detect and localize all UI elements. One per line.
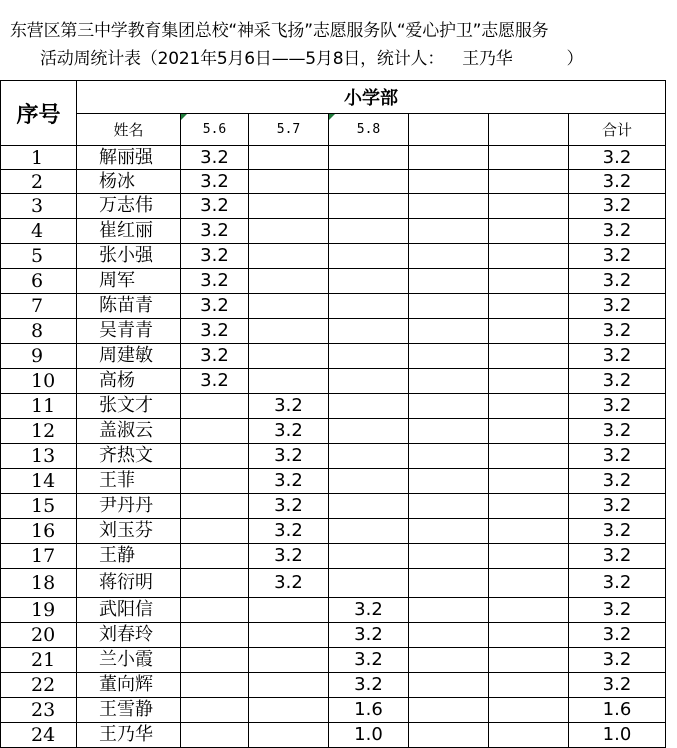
value-cell-5-6[interactable]: 3.2 bbox=[181, 170, 249, 194]
blank-cell[interactable] bbox=[489, 544, 569, 569]
value-cell-5-7[interactable]: 3.2 bbox=[249, 519, 329, 544]
blank-cell[interactable] bbox=[489, 648, 569, 673]
value-cell-5-8[interactable] bbox=[329, 219, 409, 244]
blank-cell[interactable] bbox=[409, 444, 489, 469]
value-cell-5-6[interactable]: 3.2 bbox=[181, 146, 249, 170]
blank-cell[interactable] bbox=[489, 244, 569, 269]
total-cell[interactable]: 3.2 bbox=[569, 269, 666, 294]
blank-cell[interactable] bbox=[489, 344, 569, 369]
total-cell[interactable]: 1.0 bbox=[569, 723, 666, 748]
value-cell-5-7[interactable] bbox=[249, 648, 329, 673]
value-cell-5-8[interactable] bbox=[329, 469, 409, 494]
section-header[interactable]: 小学部 bbox=[77, 81, 666, 114]
title-line-2-prefix: 活动周统计表（2021年5月6日——5月8日，统计人： bbox=[40, 49, 445, 69]
seq-cell[interactable]: 19 bbox=[1, 598, 77, 623]
blank-cell[interactable] bbox=[409, 648, 489, 673]
value-cell-5-7[interactable] bbox=[249, 146, 329, 170]
value-cell-5-7[interactable] bbox=[249, 344, 329, 369]
table-row bbox=[1, 494, 666, 519]
total-cell[interactable]: 3.2 bbox=[569, 294, 666, 319]
value-cell-5-7[interactable]: 3.2 bbox=[249, 419, 329, 444]
blank-cell[interactable] bbox=[409, 244, 489, 269]
value-cell-5-6[interactable]: 3.2 bbox=[181, 269, 249, 294]
seq-cell[interactable]: 20 bbox=[1, 623, 77, 648]
total-cell[interactable]: 3.2 bbox=[569, 394, 666, 419]
total-cell[interactable]: 1.6 bbox=[569, 698, 666, 723]
blank-cell[interactable] bbox=[489, 469, 569, 494]
name-cell[interactable]: 张文才 bbox=[77, 394, 181, 419]
seq-cell[interactable]: 3 bbox=[1, 194, 77, 219]
table-row bbox=[1, 598, 666, 623]
value-cell-5-8[interactable] bbox=[329, 369, 409, 394]
seq-cell[interactable]: 6 bbox=[1, 269, 77, 294]
blank-column-header[interactable] bbox=[409, 114, 489, 146]
seq-cell[interactable]: 9 bbox=[1, 344, 77, 369]
blank-cell[interactable] bbox=[409, 269, 489, 294]
blank-cell[interactable] bbox=[489, 623, 569, 648]
name-cell[interactable]: 刘玉芬 bbox=[77, 519, 181, 544]
blank-cell[interactable] bbox=[409, 194, 489, 219]
title-line-1: 东营区第三中学教育集团总校“神采飞扬”志愿服务队“爱心护卫”志愿服务 bbox=[10, 21, 549, 41]
value-cell-5-8[interactable]: 1.6 bbox=[329, 698, 409, 723]
blank-cell[interactable] bbox=[489, 146, 569, 170]
value-cell-5-7[interactable] bbox=[249, 244, 329, 269]
value-cell-5-6[interactable]: 3.2 bbox=[181, 319, 249, 344]
value-cell-5-6[interactable]: 3.2 bbox=[181, 219, 249, 244]
value-cell-5-6[interactable] bbox=[181, 544, 249, 569]
blank-cell[interactable] bbox=[489, 698, 569, 723]
name-cell[interactable]: 董向辉 bbox=[77, 673, 181, 698]
value-cell-5-6[interactable] bbox=[181, 648, 249, 673]
total-cell[interactable]: 3.2 bbox=[569, 519, 666, 544]
name-column-header[interactable]: 姓名 bbox=[77, 114, 181, 146]
value-cell-5-7[interactable] bbox=[249, 673, 329, 698]
blank-cell[interactable] bbox=[409, 369, 489, 394]
blank-cell[interactable] bbox=[489, 673, 569, 698]
table-row bbox=[1, 444, 666, 469]
title-line-2 bbox=[40, 44, 583, 69]
total-cell[interactable]: 3.2 bbox=[569, 673, 666, 698]
blank-cell[interactable] bbox=[409, 569, 489, 598]
name-cell[interactable]: 尹丹丹 bbox=[77, 494, 181, 519]
name-cell[interactable]: 蒋衍明 bbox=[77, 569, 181, 598]
blank-cell[interactable] bbox=[409, 146, 489, 170]
seq-cell[interactable]: 8 bbox=[1, 319, 77, 344]
value-cell-5-8[interactable]: 3.2 bbox=[329, 673, 409, 698]
name-cell[interactable]: 崔红丽 bbox=[77, 219, 181, 244]
value-cell-5-6[interactable]: 3.2 bbox=[181, 294, 249, 319]
blank-cell[interactable] bbox=[409, 170, 489, 194]
value-cell-5-7[interactable] bbox=[249, 319, 329, 344]
value-cell-5-8[interactable] bbox=[329, 444, 409, 469]
seq-cell[interactable]: 5 bbox=[1, 244, 77, 269]
value-cell-5-7[interactable]: 3.2 bbox=[249, 444, 329, 469]
seq-cell[interactable]: 18 bbox=[1, 569, 77, 598]
total-cell[interactable]: 3.2 bbox=[569, 494, 666, 519]
blank-cell[interactable] bbox=[409, 544, 489, 569]
name-cell[interactable]: 高杨 bbox=[77, 369, 181, 394]
total-cell[interactable]: 3.2 bbox=[569, 419, 666, 444]
seq-cell[interactable]: 13 bbox=[1, 444, 77, 469]
blank-cell[interactable] bbox=[409, 469, 489, 494]
value-cell-5-7[interactable]: 3.2 bbox=[249, 569, 329, 598]
name-cell[interactable]: 王静 bbox=[77, 544, 181, 569]
table-row bbox=[1, 219, 666, 244]
name-cell[interactable]: 兰小霞 bbox=[77, 648, 181, 673]
table-row bbox=[1, 369, 666, 394]
total-cell[interactable]: 3.2 bbox=[569, 319, 666, 344]
value-cell-5-8[interactable] bbox=[329, 146, 409, 170]
value-cell-5-6[interactable] bbox=[181, 698, 249, 723]
value-cell-5-7[interactable]: 3.2 bbox=[249, 544, 329, 569]
value-cell-5-6[interactable] bbox=[181, 723, 249, 748]
value-cell-5-8[interactable] bbox=[329, 269, 409, 294]
table-row bbox=[1, 698, 666, 723]
value-cell-5-8[interactable] bbox=[329, 194, 409, 219]
seq-cell[interactable]: 1 bbox=[1, 146, 77, 170]
value-cell-5-7[interactable] bbox=[249, 219, 329, 244]
table-row bbox=[1, 419, 666, 444]
value-cell-5-8[interactable] bbox=[329, 394, 409, 419]
statistician-name: 王乃华 bbox=[462, 49, 513, 69]
blank-cell[interactable] bbox=[409, 698, 489, 723]
value-cell-5-6[interactable] bbox=[181, 419, 249, 444]
seq-cell[interactable]: 4 bbox=[1, 219, 77, 244]
blank-cell[interactable] bbox=[489, 723, 569, 748]
table-row bbox=[1, 294, 666, 319]
blank-cell[interactable] bbox=[489, 369, 569, 394]
blank-cell[interactable] bbox=[489, 319, 569, 344]
seq-cell[interactable]: 22 bbox=[1, 673, 77, 698]
blank-cell[interactable] bbox=[489, 394, 569, 419]
seq-cell[interactable]: 10 bbox=[1, 369, 77, 394]
blank-cell[interactable] bbox=[489, 419, 569, 444]
name-cell[interactable]: 陈苗青 bbox=[77, 294, 181, 319]
total-cell[interactable]: 3.2 bbox=[569, 244, 666, 269]
seq-cell[interactable]: 16 bbox=[1, 519, 77, 544]
blank-cell[interactable] bbox=[489, 194, 569, 219]
value-cell-5-6[interactable]: 3.2 bbox=[181, 244, 249, 269]
value-cell-5-6[interactable]: 3.2 bbox=[181, 369, 249, 394]
value-cell-5-8[interactable]: 3.2 bbox=[329, 623, 409, 648]
total-cell[interactable]: 3.2 bbox=[569, 344, 666, 369]
value-cell-5-8[interactable] bbox=[329, 544, 409, 569]
blank-cell[interactable] bbox=[489, 494, 569, 519]
table-row bbox=[1, 319, 666, 344]
total-cell[interactable]: 3.2 bbox=[569, 648, 666, 673]
seq-cell[interactable]: 14 bbox=[1, 469, 77, 494]
value-cell-5-6[interactable] bbox=[181, 519, 249, 544]
blank-cell[interactable] bbox=[409, 598, 489, 623]
table-row bbox=[1, 469, 666, 494]
value-cell-5-6[interactable] bbox=[181, 623, 249, 648]
value-cell-5-7[interactable] bbox=[249, 598, 329, 623]
table-row bbox=[1, 673, 666, 698]
blank-column-header[interactable] bbox=[489, 114, 569, 146]
seq-cell[interactable]: 11 bbox=[1, 394, 77, 419]
blank-cell[interactable] bbox=[489, 269, 569, 294]
date-column-header-5-6[interactable]: 5.6 bbox=[181, 114, 249, 146]
blank-cell[interactable] bbox=[409, 673, 489, 698]
value-cell-5-8[interactable] bbox=[329, 569, 409, 598]
seq-cell[interactable]: 23 bbox=[1, 698, 77, 723]
date-column-header-5-7[interactable]: 5.7 bbox=[249, 114, 329, 146]
seq-cell[interactable]: 17 bbox=[1, 544, 77, 569]
value-cell-5-6[interactable] bbox=[181, 469, 249, 494]
blank-cell[interactable] bbox=[409, 723, 489, 748]
total-cell[interactable]: 3.2 bbox=[569, 469, 666, 494]
value-cell-5-7[interactable]: 3.2 bbox=[249, 494, 329, 519]
value-cell-5-8[interactable] bbox=[329, 519, 409, 544]
table-row bbox=[1, 244, 666, 269]
value-cell-5-7[interactable] bbox=[249, 698, 329, 723]
value-cell-5-6[interactable]: 3.2 bbox=[181, 194, 249, 219]
blank-cell[interactable] bbox=[489, 170, 569, 194]
blank-cell[interactable] bbox=[409, 623, 489, 648]
name-cell[interactable]: 万志伟 bbox=[77, 194, 181, 219]
table-row bbox=[1, 544, 666, 569]
total-cell[interactable]: 3.2 bbox=[569, 194, 666, 219]
table-row bbox=[1, 394, 666, 419]
name-cell[interactable]: 杨冰 bbox=[77, 170, 181, 194]
value-cell-5-8[interactable]: 3.2 bbox=[329, 598, 409, 623]
value-cell-5-6[interactable] bbox=[181, 598, 249, 623]
value-cell-5-7[interactable] bbox=[249, 623, 329, 648]
name-cell[interactable]: 王雪静 bbox=[77, 698, 181, 723]
value-cell-5-7[interactable]: 3.2 bbox=[249, 394, 329, 419]
name-cell[interactable]: 解丽强 bbox=[77, 146, 181, 170]
total-cell[interactable]: 3.2 bbox=[569, 569, 666, 598]
table-row bbox=[1, 623, 666, 648]
total-cell[interactable]: 3.2 bbox=[569, 369, 666, 394]
seq-cell[interactable]: 12 bbox=[1, 419, 77, 444]
total-cell[interactable]: 3.2 bbox=[569, 444, 666, 469]
blank-cell[interactable] bbox=[489, 219, 569, 244]
total-cell[interactable]: 3.2 bbox=[569, 544, 666, 569]
name-cell[interactable]: 王菲 bbox=[77, 469, 181, 494]
blank-cell[interactable] bbox=[409, 319, 489, 344]
blank-cell[interactable] bbox=[489, 519, 569, 544]
blank-cell[interactable] bbox=[489, 294, 569, 319]
name-cell[interactable]: 吴青青 bbox=[77, 319, 181, 344]
seq-column-header[interactable]: 序号 bbox=[1, 81, 77, 146]
seq-cell[interactable]: 24 bbox=[1, 723, 77, 748]
value-cell-5-8[interactable] bbox=[329, 170, 409, 194]
total-cell[interactable]: 3.2 bbox=[569, 170, 666, 194]
table-row bbox=[1, 723, 666, 748]
blank-cell[interactable] bbox=[489, 598, 569, 623]
table-row bbox=[1, 194, 666, 219]
blank-cell[interactable] bbox=[409, 344, 489, 369]
name-cell[interactable]: 周军 bbox=[77, 269, 181, 294]
volunteer-stats-table bbox=[0, 80, 666, 748]
name-cell[interactable]: 周建敏 bbox=[77, 344, 181, 369]
total-cell[interactable]: 3.2 bbox=[569, 219, 666, 244]
value-cell-5-6[interactable]: 3.2 bbox=[181, 344, 249, 369]
total-cell[interactable]: 3.2 bbox=[569, 623, 666, 648]
table-row bbox=[1, 269, 666, 294]
value-cell-5-7[interactable] bbox=[249, 723, 329, 748]
blank-cell[interactable] bbox=[409, 294, 489, 319]
blank-cell[interactable] bbox=[409, 494, 489, 519]
blank-cell[interactable] bbox=[409, 519, 489, 544]
name-cell[interactable]: 武阳信 bbox=[77, 598, 181, 623]
total-cell[interactable]: 3.2 bbox=[569, 146, 666, 170]
name-cell[interactable]: 盖淑云 bbox=[77, 419, 181, 444]
value-cell-5-6[interactable] bbox=[181, 394, 249, 419]
table-row bbox=[1, 648, 666, 673]
blank-cell[interactable] bbox=[489, 569, 569, 598]
name-cell[interactable]: 刘春玲 bbox=[77, 623, 181, 648]
value-cell-5-7[interactable] bbox=[249, 269, 329, 294]
value-cell-5-6[interactable] bbox=[181, 444, 249, 469]
table-row bbox=[1, 344, 666, 369]
blank-cell[interactable] bbox=[409, 419, 489, 444]
name-cell[interactable]: 王乃华 bbox=[77, 723, 181, 748]
seq-cell[interactable]: 7 bbox=[1, 294, 77, 319]
value-cell-5-6[interactable] bbox=[181, 494, 249, 519]
name-cell[interactable]: 齐热文 bbox=[77, 444, 181, 469]
table-row bbox=[1, 170, 666, 194]
blank-cell[interactable] bbox=[409, 394, 489, 419]
value-cell-5-8[interactable] bbox=[329, 319, 409, 344]
value-cell-5-8[interactable] bbox=[329, 294, 409, 319]
total-cell[interactable]: 3.2 bbox=[569, 598, 666, 623]
sheet-title bbox=[0, 0, 677, 80]
table-row bbox=[1, 146, 666, 170]
title-line-2-close: ） bbox=[566, 49, 584, 69]
date-column-header-5-8[interactable]: 5.8 bbox=[329, 114, 409, 146]
value-cell-5-8[interactable] bbox=[329, 494, 409, 519]
value-cell-5-6[interactable] bbox=[181, 569, 249, 598]
blank-cell[interactable] bbox=[409, 219, 489, 244]
seq-cell[interactable]: 21 bbox=[1, 648, 77, 673]
value-cell-5-8[interactable] bbox=[329, 419, 409, 444]
value-cell-5-7[interactable]: 3.2 bbox=[249, 469, 329, 494]
value-cell-5-8[interactable]: 3.2 bbox=[329, 648, 409, 673]
seq-cell[interactable]: 15 bbox=[1, 494, 77, 519]
value-cell-5-7[interactable] bbox=[249, 194, 329, 219]
total-column-header[interactable]: 合计 bbox=[569, 114, 666, 146]
value-cell-5-7[interactable] bbox=[249, 294, 329, 319]
value-cell-5-7[interactable] bbox=[249, 369, 329, 394]
value-cell-5-7[interactable] bbox=[249, 170, 329, 194]
table-row bbox=[1, 519, 666, 544]
value-cell-5-8[interactable]: 1.0 bbox=[329, 723, 409, 748]
table-row bbox=[1, 569, 666, 598]
seq-cell[interactable]: 2 bbox=[1, 170, 77, 194]
name-cell[interactable]: 张小强 bbox=[77, 244, 181, 269]
value-cell-5-6[interactable] bbox=[181, 673, 249, 698]
value-cell-5-8[interactable] bbox=[329, 344, 409, 369]
blank-cell[interactable] bbox=[489, 444, 569, 469]
value-cell-5-8[interactable] bbox=[329, 244, 409, 269]
